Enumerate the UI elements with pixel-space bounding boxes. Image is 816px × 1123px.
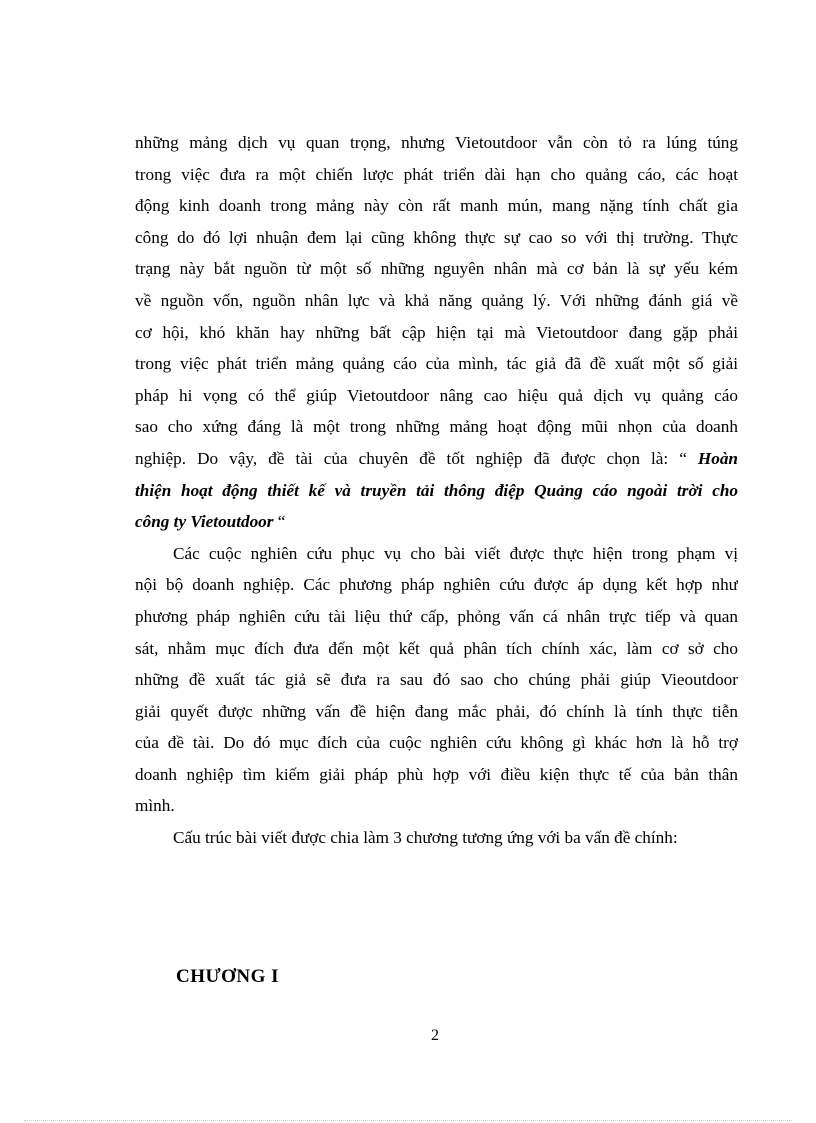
- text-line: động kinh doanh trong mảng này còn rất manh mún, mang nặng tính chất gia: [135, 196, 738, 216]
- text-line: trong việc phát triển mảng quảng cáo của mình, tác giả đã đề xuất một số giải: [135, 354, 738, 374]
- thesis-title-start: Hoàn: [697, 448, 738, 468]
- text-line: [135, 506, 738, 538]
- thesis-title-end: công ty Vietoutdoor: [135, 512, 274, 532]
- text-line: những đề xuất tác giả sẽ đưa ra sau đó sao cho chúng phải giúp Vieoutdoor: [135, 670, 738, 690]
- text-line: nội bộ doanh nghiệp. Các phương pháp nghiên cứu được áp dụng kết hợp như: [135, 575, 738, 595]
- thesis-title-line: thiện hoạt động thiết kế và truyền tải thông điệp Quảng cáo ngoài trời cho: [135, 480, 738, 500]
- text-line: trong việc đưa ra một chiến lược phát triển dài hạn cho quảng cáo, các hoạt: [135, 164, 738, 184]
- text-line: của đề tài. Do đó mục đích của cuộc nghiên cứu không gì khác hơn là hỗ trợ: [135, 733, 738, 753]
- page-number: 2: [431, 1027, 439, 1044]
- text-line: Cấu trúc bài viết được chia làm 3 chương tương ứng với ba vấn đề chính:: [173, 828, 678, 848]
- text-line: công do đó lợi nhuận đem lại cũng không thực sự cao so với thị trường. Thực: [135, 227, 738, 247]
- text-line: doanh nghiệp tìm kiếm giải pháp phù hợp với điều kiện thực tế của bản thân: [135, 764, 738, 784]
- closing-quote: “: [273, 512, 286, 532]
- text-line: cơ hội, khó khăn hay những bất cập hiện tại mà Vietoutdoor đang gặp phải: [135, 322, 738, 342]
- text-line: những mảng dịch vụ quan trọng, nhưng Vietoutdoor vẫn còn tỏ ra lúng túng: [135, 133, 738, 152]
- chapter-heading: CHƯƠNG I: [176, 966, 280, 987]
- text-line: trạng này bắt nguồn từ một số những nguyên nhân mà cơ bản là sự yếu kém: [135, 259, 738, 279]
- text-line: giải quyết được những vấn đề hiện đang mắc phải, đó chính là tính thực tiễn: [135, 701, 738, 721]
- text-line: sao cho xứng đáng là một trong những mảng hoạt động mũi nhọn của doanh: [135, 417, 738, 437]
- text-run: nghiệp. Do vậy, đề tài của chuyên đề tốt nghiệp đã được chọn là: “: [135, 448, 698, 468]
- text-line: pháp hi vọng có thể giúp Vietoutdoor nâng cao hiệu quả dịch vụ quảng cáo: [135, 385, 738, 405]
- text-line: [135, 443, 738, 475]
- text-line: mình.: [135, 796, 175, 816]
- page-divider: [24, 1120, 792, 1121]
- text-line: về nguồn vốn, nguồn nhân lực và khả năng quảng lý. Với những đánh giá về: [135, 290, 738, 310]
- text-line: sát, nhằm mục đích đưa đến một kết quả phân tích chính xác, làm cơ sở cho: [135, 638, 738, 658]
- text-line: phương pháp nghiên cứu tài liệu thứ cấp, phỏng vấn cá nhân trực tiếp và quan: [135, 606, 738, 626]
- body-text: [135, 127, 738, 854]
- text-line: Các cuộc nghiên cứu phục vụ cho bài viết được thực hiện trong phạm vị: [173, 543, 738, 563]
